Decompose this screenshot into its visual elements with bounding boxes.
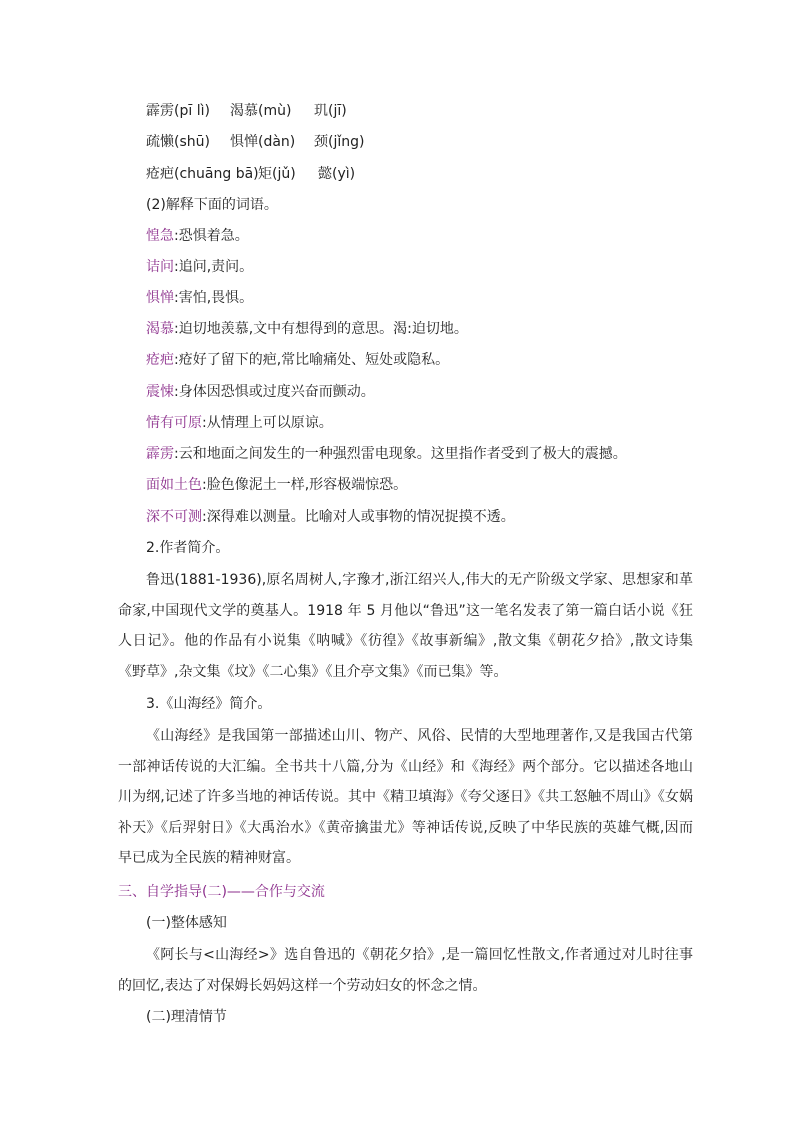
term-def: :追问,责问。 (174, 259, 254, 275)
term-def: :疮好了留下的疤,常比喻痛处、短处或隐私。 (174, 352, 450, 368)
term-word: 面如土色 (146, 477, 202, 493)
term-definition (146, 413, 333, 433)
term-def: :云和地面之间发生的一种强烈雷电现象。这里指作者受到了极大的震撼。 (174, 446, 627, 462)
pinyin-item: 疏懒(shū) (146, 134, 210, 150)
plot-heading: (二)理清情节 (146, 1009, 227, 1025)
term-definition (146, 226, 249, 246)
pinyin-item: 颈(jǐng) (314, 134, 365, 150)
pinyin-item: 懿(yì) (318, 166, 356, 182)
term-word: 霹雳 (146, 446, 174, 462)
pinyin-row-1 (146, 101, 347, 121)
shanhai-heading: 3.《山海经》简介。 (146, 696, 272, 712)
overall-paragraph: 《阿长与<山海经>》选自鲁迅的《朝花夕拾》,是一篇回忆性散文,作者通过对儿时往事的回忆,表达了对保姆长妈妈这样一个劳动妇女的怀念之情。 (118, 947, 693, 994)
term-definition (146, 382, 375, 402)
author-paragraph: 鲁迅(1881-1936),原名周树人,字豫才,浙江绍兴人,伟大的无产阶级文学家、思想家和革命家,中国现代文学的奠基人。1918 年 5 月他以“鲁迅”这一笔名发表了第一篇白话小说《狂人日记》。他的作品有小说集《呐喊》《彷徨》《故事新编》,散文集《朝花夕拾》,散文诗集《野草》,杂文集《坟》《二心集》《且介亭文集》《而已集》等。 (118, 572, 693, 680)
term-def: :深得难以测量。比喻对人或事物的情况捉摸不透。 (202, 509, 515, 525)
term-definition (146, 444, 627, 464)
shanhai-paragraph: 《山海经》是我国第一部描述山川、物产、风俗、民情的大型地理著作,又是我国古代第一部神话传说的大汇编。全书共十八篇,分为《山经》和《海经》两个部分。它以描述各地山川为纲,记述了许多当地的神话传说。其中《精卫填海》《夸父逐日》《共工怒触不周山》《女娲补天》《后羿射日》《大禹治水》《黄帝擒蚩尤》等神话传说,反映了中华民族的英雄气概,因而早已成为全民族的精神财富。 (118, 728, 693, 866)
term-definition (146, 319, 468, 339)
term-def: :脸色像泥土一样,形容极端惊恐。 (202, 477, 408, 493)
explain-heading: (2)解释下面的词语。 (146, 197, 278, 213)
section3-heading: 三、自学指导(二)——合作与交流 (118, 884, 325, 900)
term-word: 情有可原 (146, 415, 202, 431)
term-definition (146, 507, 515, 527)
pinyin-item: 渴慕(mù) (230, 103, 292, 119)
term-word: 渴慕 (146, 321, 174, 337)
term-def: :身体因恐惧或过度兴奋而颤动。 (174, 384, 375, 400)
pinyin-row-2 (146, 132, 364, 152)
term-definition (146, 350, 449, 370)
term-word: 诘问 (146, 259, 174, 275)
overall-heading: (一)整体感知 (146, 915, 227, 931)
pinyin-row-3 (146, 164, 355, 184)
term-def: :害怕,畏惧。 (174, 290, 254, 306)
term-def: :恐惧着急。 (174, 228, 249, 244)
pinyin-item: 霹雳(pī lì) (146, 103, 210, 119)
term-def: :从情理上可以原谅。 (202, 415, 333, 431)
term-word: 惶急 (146, 228, 174, 244)
author-heading: 2.作者简介。 (146, 540, 230, 556)
term-definition (146, 288, 253, 308)
term-definition (146, 475, 407, 495)
pinyin-item: 疮疤(chuāng bā) (146, 166, 259, 182)
term-word: 深不可测 (146, 509, 202, 525)
term-def: :迫切地羡慕,文中有想得到的意思。渴:迫切地。 (174, 321, 468, 337)
term-definition (146, 257, 253, 277)
pinyin-item: 玑(jī) (314, 103, 347, 119)
term-word: 震悚 (146, 384, 174, 400)
term-word: 疮疤 (146, 352, 174, 368)
term-word: 惧惮 (146, 290, 174, 306)
pinyin-item: 矩(jǔ) (258, 166, 296, 182)
pinyin-item: 惧惮(dàn) (230, 134, 296, 150)
